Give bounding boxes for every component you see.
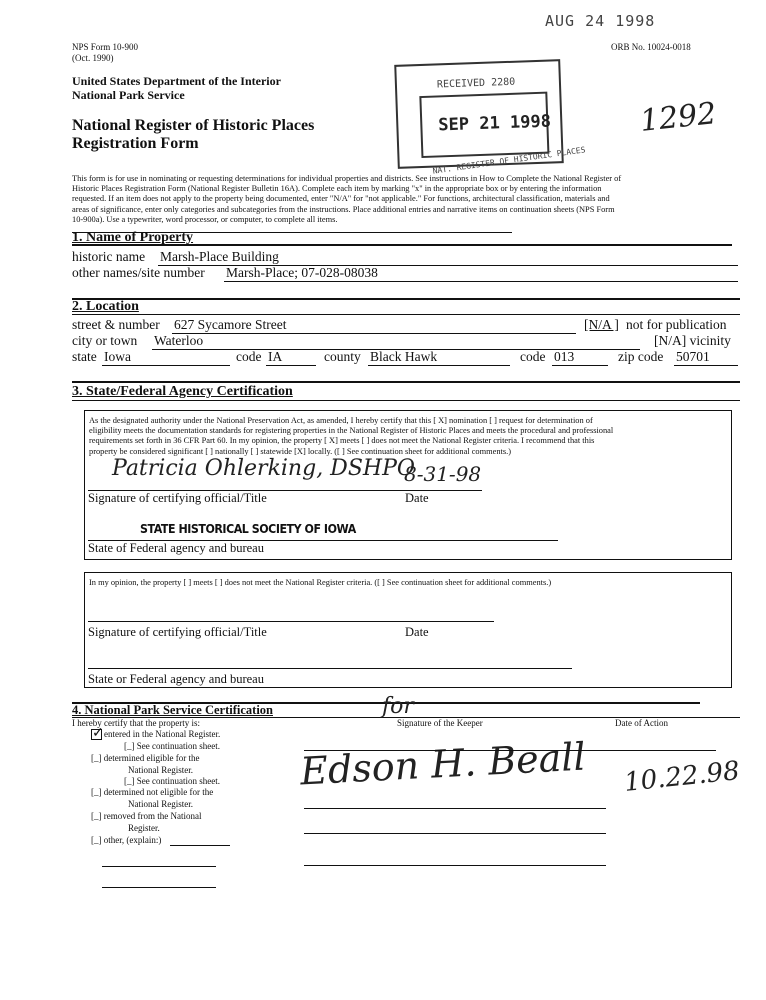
county-code-label: code bbox=[520, 349, 546, 364]
for-note-handwritten: for bbox=[382, 694, 414, 719]
entered-checkbox[interactable]: ✓ bbox=[92, 726, 104, 741]
department: United States Department of the Interior bbox=[72, 74, 281, 88]
street-label: street & number bbox=[72, 317, 160, 332]
date-label-2: Date bbox=[405, 625, 429, 639]
action-date-handwritten: 10.22.98 bbox=[622, 756, 742, 798]
removed-option[interactable]: [_] removed from the National bbox=[91, 811, 202, 821]
state-value: Iowa bbox=[104, 349, 131, 364]
not-publication-label: not for publication bbox=[626, 317, 727, 332]
keeper-label: Signature of the Keeper bbox=[397, 718, 483, 728]
city-value: Waterloo bbox=[154, 333, 204, 348]
not-publication-value: [N/A ] bbox=[584, 317, 619, 332]
action-date-label: Date of Action bbox=[615, 718, 668, 728]
agency-label-2: State or Federal agency and bureau bbox=[88, 672, 264, 686]
received-date-stamp: AUG 24 1998 bbox=[545, 12, 656, 30]
keeper-signature: Edson H. Beall bbox=[299, 734, 587, 794]
section1-heading: 1. Name of Property bbox=[72, 230, 194, 245]
agency-label: State of Federal agency and bureau bbox=[88, 541, 264, 555]
other-option[interactable]: [_] other, (explain:) bbox=[91, 835, 162, 845]
form-title-line1: National Register of Historic Places bbox=[72, 117, 315, 134]
city-label: city or town bbox=[72, 333, 138, 348]
removed-option-line2: Register. bbox=[128, 823, 160, 833]
section3-heading: 3. State/Federal Agency Certification bbox=[72, 384, 293, 399]
state-label: state bbox=[72, 349, 97, 364]
historic-name-label: historic name bbox=[72, 249, 146, 264]
certifying-signature: Patricia Ohlerking, DSHPO bbox=[112, 456, 415, 481]
county-label: county bbox=[324, 349, 361, 364]
form-title-line2: Registration Form bbox=[72, 135, 199, 152]
form-number: NPS Form 10-900 bbox=[72, 42, 139, 52]
section4-heading: 4. National Park Service Certification bbox=[72, 703, 273, 717]
sep-date-stamp: SEP 21 1998 bbox=[438, 111, 552, 136]
other-names-label: other names/site number bbox=[72, 265, 205, 280]
zip-label: zip code bbox=[618, 349, 664, 364]
state-code-label: code bbox=[236, 349, 262, 364]
nat-register-stamp: NAT. REGISTER OF HISTORIC PLACES bbox=[432, 145, 587, 176]
omb-number: ORB No. 10024-0018 bbox=[611, 42, 691, 52]
not-eligible-option-line2: National Register. bbox=[128, 799, 193, 809]
street-value: 627 Sycamore Street bbox=[174, 317, 287, 332]
other-names-value: Marsh-Place; 07-028-08038 bbox=[226, 265, 378, 280]
not-eligible-option[interactable]: [_] determined not eligible for the bbox=[91, 787, 214, 797]
section2-heading: 2. Location bbox=[72, 299, 139, 314]
section4-intro: I hereby certify that the property is: bbox=[72, 718, 200, 728]
eligible-option-line2: National Register. bbox=[128, 765, 193, 775]
opinion-text: In my opinion, the property [ ] meets [ ] does not meet the National Register criteria. ([ ] See continuation sheet for additional comments.) bbox=[89, 578, 552, 587]
agency-stamp: STATE HISTORICAL SOCIETY OF IOWA bbox=[140, 522, 356, 536]
county-code-value: 013 bbox=[554, 349, 575, 364]
vicinity: [N/A] vicinity bbox=[654, 333, 731, 348]
certifying-date-handwritten: 8-31-98 bbox=[404, 462, 482, 486]
continuation-option-1[interactable]: [_] See continuation sheet. bbox=[124, 741, 220, 751]
instructions: This form is for use in nominating or requesting determinations for individual properties and districts. See instructions in How to Complete the National Register of Historic Places Registration Form (National Register Bulletin 16A). Complete each item by marking "x" in the appropriate box or by entering the information requested. If an item does not apply to the property being documented, enter "N/A" for "not applicable." For functions, architectural classification, materials and areas of significance, enter only categories and subcategories from the instructions. Place additional entries and narrative items on continuation sheets (NPS Form 10-900a). Use a typewriter, word processor, or computer, to complete all items. bbox=[72, 174, 622, 224]
signature-label: Signature of certifying official/Title bbox=[88, 491, 267, 505]
continuation-option-2[interactable]: [_] See continuation sheet. bbox=[124, 776, 220, 786]
signature-label-2: Signature of certifying official/Title bbox=[88, 625, 267, 639]
historic-name-value: Marsh-Place Building bbox=[160, 249, 279, 264]
form-date: (Oct. 1990) bbox=[72, 53, 114, 63]
date-label: Date bbox=[405, 491, 429, 505]
county-value: Black Hawk bbox=[370, 349, 438, 364]
entered-label: entered in the National Register. bbox=[104, 729, 221, 739]
certification-text: As the designated authority under the National Preservation Act, as amended, I hereby certify that this [ X] nomination [ ] request for determination of eligibility meets the documentation standards for registering properties in the National Register of Historic Places and meets the procedural and professional requirements set forth in 36 CFR Part 60. In my opinion, the property [ X] meets [ ] does not meet the National Register criteria. I recommend that this property be considered significant [ ] nationally [ ] statewide [X] locally. ([ ] See continuation sheet for additional comments.) bbox=[89, 416, 614, 456]
eligible-option[interactable]: [_] determined eligible for the bbox=[91, 753, 200, 763]
received-stamp-text: RECEIVED 2280 bbox=[436, 76, 516, 91]
ref-number-handwritten: 1292 bbox=[638, 96, 718, 139]
state-code-value: IA bbox=[268, 349, 283, 364]
zip-value: 50701 bbox=[676, 349, 710, 364]
service: National Park Service bbox=[72, 88, 185, 102]
